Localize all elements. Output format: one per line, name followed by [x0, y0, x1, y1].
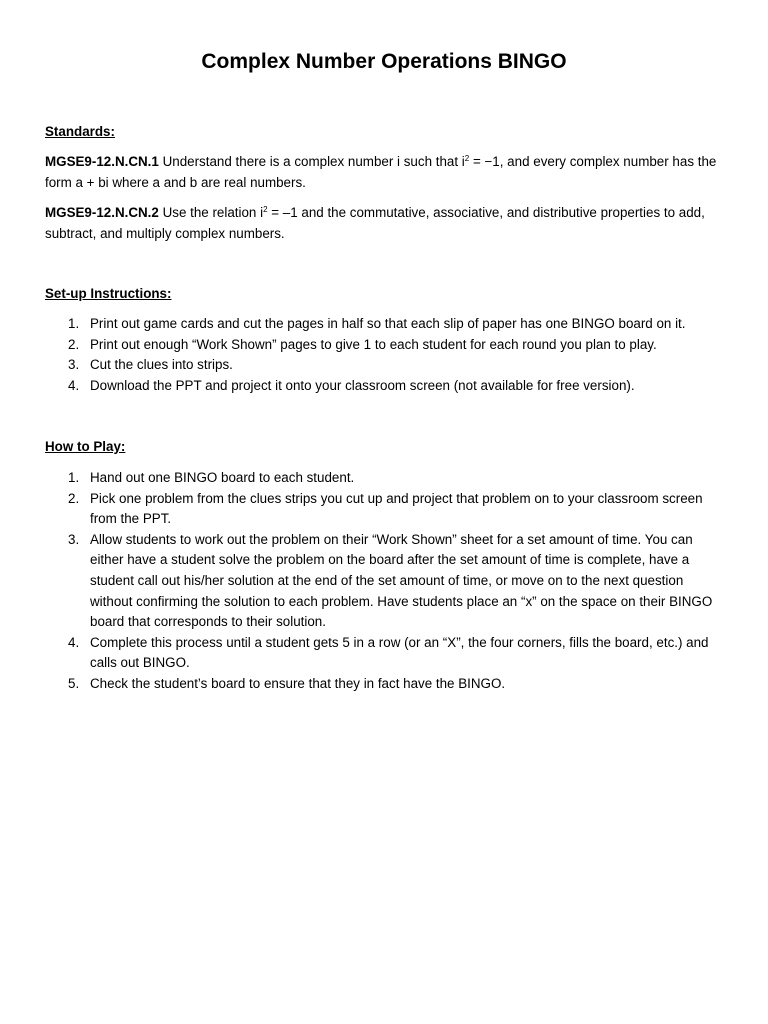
- standard-cn1-code: MGSE9-12.N.CN.1: [45, 154, 159, 169]
- list-item-text: Complete this process until a student gets 5 in a row (or an “X”, the four corners, fills the board, etc.) and calls out BINGO.: [90, 634, 709, 671]
- list-number: 1.: [68, 470, 80, 485]
- standard-cn1-text-before: Understand there is a complex number i such that i: [158, 154, 465, 169]
- list-item: [45, 355, 725, 376]
- list-item: [45, 633, 725, 674]
- standard-cn1-sup: 2: [464, 154, 470, 163]
- list-item: [45, 674, 725, 695]
- list-number: 5.: [68, 675, 80, 691]
- standard-cn2: [45, 203, 725, 244]
- list-item-text: Check the student’s board to ensure that they in fact have the BINGO.: [90, 675, 506, 691]
- list-item-text: Download the PPT and project it onto your classroom screen (not available for free version).: [90, 377, 635, 393]
- list-item-text: Pick one problem from the clues strips you cut up and project that problem on to your classroom screen from the PPT.: [90, 490, 703, 527]
- list-item-text: Print out enough “Work Shown” pages to give 1 to each student for each round you plan to play.: [90, 336, 657, 352]
- list-number: 2.: [68, 336, 80, 352]
- standards-heading: Standards:: [45, 124, 115, 139]
- list-item: [45, 489, 725, 530]
- list-item-text: Allow students to work out the problem on their “Work Shown” sheet for a set amount of time. You can either have a student solve the problem on the board after the set amount of time is complete, have a student call out his/her solution at the end of the set amount of time, or move on to the next question without confirming the solution to each problem. Have students place an “x” on the space on their BINGO board that corresponds to their solution.: [90, 531, 713, 630]
- standard-cn2-sup: 2: [263, 205, 268, 214]
- list-number: 3.: [68, 357, 80, 373]
- list-number: 4.: [68, 634, 80, 650]
- list-number: 1.: [68, 316, 80, 331]
- list-number: 3.: [68, 531, 80, 547]
- standard-cn2-code: MGSE9-12.N.CN.2: [45, 205, 159, 220]
- list-item-text: Print out game cards and cut the pages in half so that each slip of paper has one BINGO board on it.: [90, 316, 686, 331]
- list-item-text: Hand out one BINGO board to each student.: [90, 470, 355, 485]
- list-number: 4.: [68, 377, 80, 393]
- standard-cn1-text-after: = −1, and every complex number has the form a + bi where a and b are real numbers.: [45, 154, 717, 190]
- setup-heading: Set-up Instructions:: [45, 286, 172, 301]
- how-to-play-list: [45, 468, 725, 695]
- page-title: Complex Number Operations BINGO: [201, 50, 567, 73]
- list-number: 2.: [68, 490, 80, 506]
- standard-cn2-text-before: Use the relation i: [158, 205, 264, 220]
- list-item: [45, 314, 725, 335]
- standard-cn1: [45, 152, 725, 193]
- setup-list: [45, 314, 725, 396]
- list-item: [45, 335, 725, 356]
- list-item: [45, 376, 725, 397]
- list-item: [45, 468, 725, 489]
- how-to-play-heading: How to Play:: [45, 439, 126, 454]
- list-item-text: Cut the clues into strips.: [90, 357, 233, 373]
- standard-cn2-text-after: = –1 and the commutative, associative, and distributive properties to add, subtract, and multiply complex numbers.: [45, 205, 705, 241]
- list-item: [45, 530, 725, 633]
